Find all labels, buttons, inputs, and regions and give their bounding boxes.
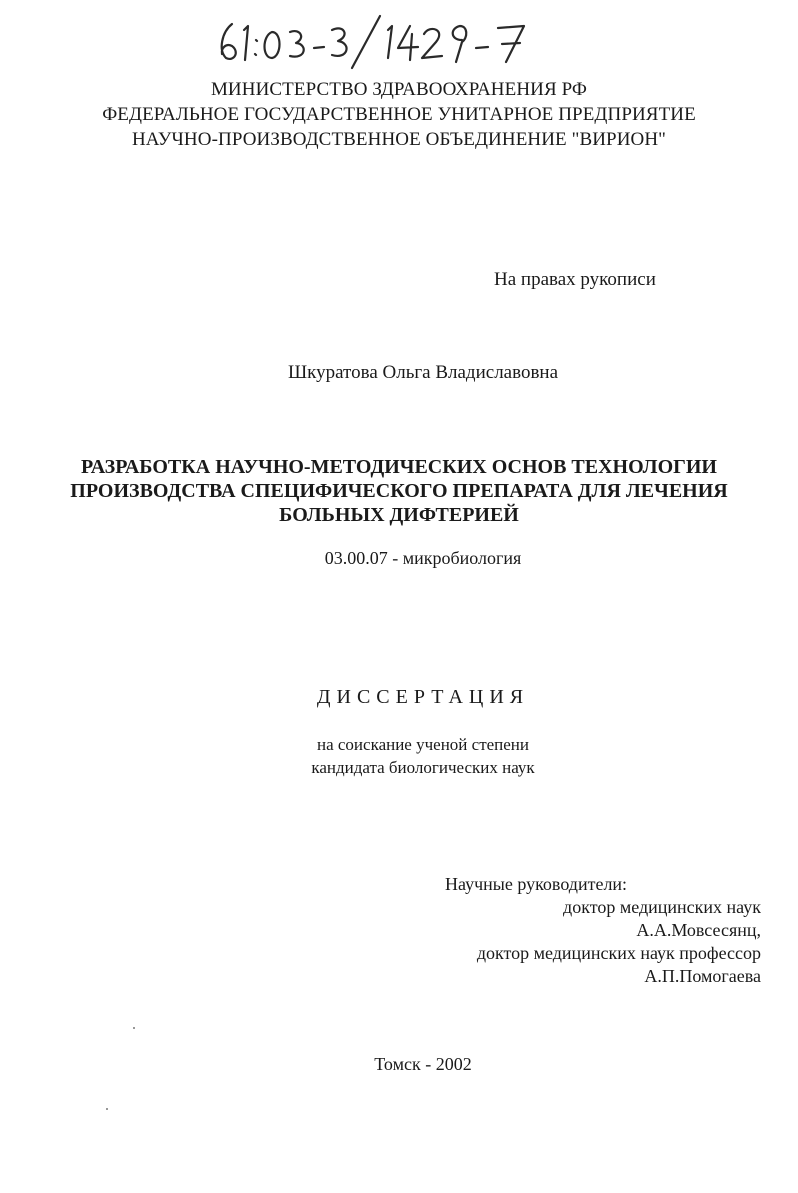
supervisor-1-degree: доктор медицинских наук bbox=[563, 897, 761, 917]
supervisors-heading: Научные руководители: bbox=[445, 874, 628, 894]
supervisor-1-name: А.А.Мовсесянц, bbox=[636, 920, 761, 940]
supervisor-2-degree: доктор медицинских наук профессор bbox=[476, 943, 761, 963]
scan-speck bbox=[106, 1108, 108, 1110]
specialty-code: 03.00.07 - микробиология bbox=[324, 548, 522, 568]
header-line-ministry: МИНИСТЕРСТВО ЗДРАВООХРАНЕНИЯ РФ bbox=[210, 79, 588, 100]
document-type: ДИССЕРТАЦИЯ bbox=[316, 686, 530, 708]
supervisors-block bbox=[361, 873, 761, 988]
title-line-3: БОЛЬНЫХ ДИФТЕРИЕЙ bbox=[279, 504, 519, 526]
header-line-enterprise: ФЕДЕРАЛЬНОЕ ГОСУДАРСТВЕННОЕ УНИТАРНОЕ ПРЕДПРИЯТИЕ bbox=[102, 104, 696, 125]
title-line-1: РАЗРАБОТКА НАУЧНО-МЕТОДИЧЕСКИХ ОСНОВ ТЕХНОЛОГИИ bbox=[81, 456, 717, 478]
degree-line-1: на соискание ученой степени bbox=[316, 735, 530, 754]
handwritten-archive-mark bbox=[210, 10, 540, 70]
degree-line-2: кандидата биологических наук bbox=[311, 758, 535, 777]
handwritten-archive-mark-drawing bbox=[210, 10, 540, 70]
header-line-association: НАУЧНО-ПРОИЗВОДСТВЕННОЕ ОБЪЕДИНЕНИЕ "ВИРИОН" bbox=[131, 129, 667, 150]
city-year: Томск - 2002 bbox=[374, 1054, 472, 1074]
manuscript-note: На правах рукописи bbox=[494, 269, 656, 290]
scan-speck bbox=[133, 1027, 135, 1029]
supervisor-2-name: А.П.Помогаева bbox=[644, 966, 761, 986]
title-line-2: ПРОИЗВОДСТВА СПЕЦИФИЧЕСКОГО ПРЕПАРАТА ДЛЯ ЛЕЧЕНИЯ bbox=[70, 480, 728, 502]
author-name: Шкуратова Ольга Владиславовна bbox=[287, 362, 559, 383]
